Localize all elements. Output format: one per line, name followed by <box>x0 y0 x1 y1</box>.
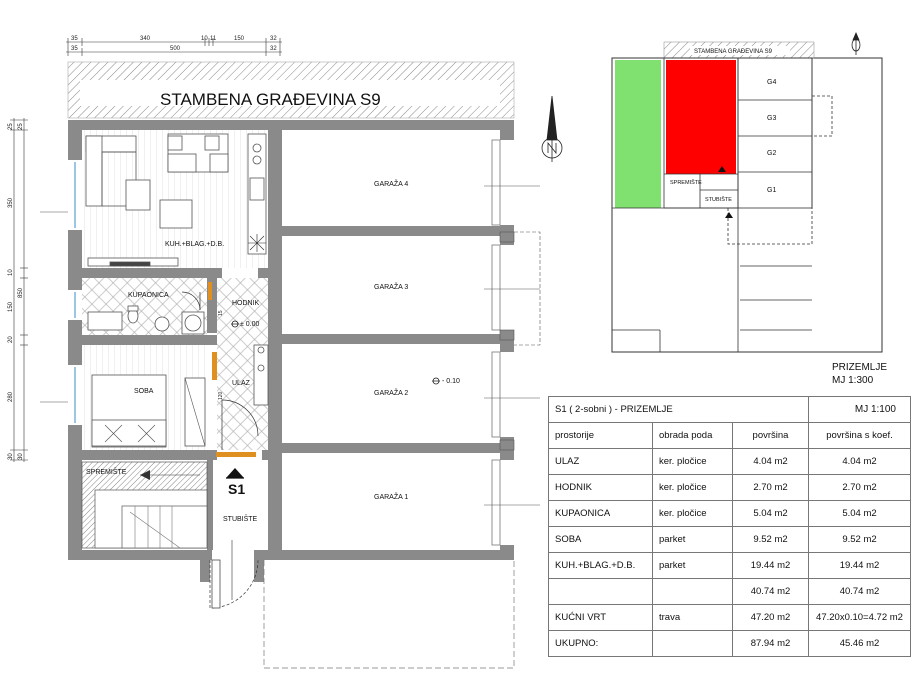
dim-left-850: 850 <box>18 287 24 298</box>
cell-room: KUH.+BLAG.+D.B. <box>549 553 653 579</box>
dim-left-25b: 25 <box>18 123 24 130</box>
cell-floor <box>653 631 733 657</box>
table-row <box>549 475 911 501</box>
cell-room: HODNIK <box>549 475 653 501</box>
cell-area-coef: 2.70 m2 <box>809 475 911 501</box>
north-arrow-icon <box>542 96 562 162</box>
header-prostorije: prostorije <box>549 423 653 449</box>
label-garage-4: GARAŽA 4 <box>374 181 409 188</box>
dim-top-10: 10 <box>201 36 208 42</box>
cell-floor <box>653 579 733 605</box>
dim-left-150: 150 <box>8 301 14 312</box>
dim-top-35b: 35 <box>71 46 78 52</box>
dim-top-150: 150 <box>234 36 245 42</box>
dim-left-30a: 30 <box>8 453 14 460</box>
area-table-container <box>548 396 910 657</box>
dim-left-30b: 30 <box>18 453 24 460</box>
cell-area: 9.52 m2 <box>733 527 809 553</box>
cell-room: KUĆNI VRT <box>549 605 653 631</box>
cell-floor: parket <box>653 553 733 579</box>
area-table-title: S1 ( 2-sobni ) - PRIZEMLJE <box>549 397 809 423</box>
dim-top-500: 500 <box>170 46 181 52</box>
dim-left-10: 10 <box>8 269 14 276</box>
table-row <box>549 501 911 527</box>
cell-area-coef: 45.46 m2 <box>809 631 911 657</box>
building-title: STAMBENA GRAĐEVINA S9 <box>160 90 381 109</box>
label-hallway: HODNIK <box>232 300 260 307</box>
keyplan-storage: SPREMIŠTE <box>670 180 702 186</box>
area-table-scale: MJ 1:100 <box>809 397 911 423</box>
cell-area: 40.74 m2 <box>733 579 809 605</box>
label-garage-3: GARAŽA 3 <box>374 284 409 291</box>
table-row <box>549 553 911 579</box>
cell-room: UKUPNO: <box>549 631 653 657</box>
label-stairs: STUBIŠTE <box>223 516 258 523</box>
table-row <box>549 579 911 605</box>
label-garage-1: GARAŽA 1 <box>374 494 409 501</box>
dim-hodnik: 15 <box>218 310 224 316</box>
key-plan <box>612 33 887 386</box>
cell-floor: ker. pločice <box>653 449 733 475</box>
keyplan-garden <box>615 60 661 208</box>
cell-room: KUPAONICA <box>549 501 653 527</box>
dim-left-25a: 25 <box>8 123 14 130</box>
cell-floor: ker. pločice <box>653 501 733 527</box>
cell-area-coef: 5.04 m2 <box>809 501 911 527</box>
cell-room: SOBA <box>549 527 653 553</box>
level-main: ± 0.00 <box>240 321 260 328</box>
dim-top-32a: 32 <box>270 36 277 42</box>
cell-floor: parket <box>653 527 733 553</box>
cell-area: 5.04 m2 <box>733 501 809 527</box>
keyplan-caption-2: MJ 1:300 <box>832 375 874 386</box>
cell-area: 87.94 m2 <box>733 631 809 657</box>
cell-area-coef: 19.44 m2 <box>809 553 911 579</box>
dim-left-350: 350 <box>8 197 14 208</box>
area-table <box>548 396 911 657</box>
keyplan-unit-g1: G1 <box>767 187 777 194</box>
area-table-title-row <box>549 397 911 423</box>
dim-ulaz: 120 <box>218 391 224 400</box>
cell-area: 4.04 m2 <box>733 449 809 475</box>
keyplan-unit-g2: G2 <box>767 150 777 157</box>
keyplan-north-icon <box>852 33 860 55</box>
label-garage-2: GARAŽA 2 <box>374 390 409 397</box>
header-obrada: obrada poda <box>653 423 733 449</box>
cell-room <box>549 579 653 605</box>
table-row <box>549 631 911 657</box>
label-bedroom: SOBA <box>134 388 154 395</box>
cell-area-coef: 40.74 m2 <box>809 579 911 605</box>
cell-area: 19.44 m2 <box>733 553 809 579</box>
header-povrsina: površina <box>733 423 809 449</box>
keyplan-unit-g3: G3 <box>767 115 777 122</box>
table-row <box>549 605 911 631</box>
dim-left-280: 280 <box>8 391 14 402</box>
keyplan-unit-g4: G4 <box>767 79 777 86</box>
cell-floor: ker. pločice <box>653 475 733 501</box>
label-storage: SPREMIŠTE <box>86 469 127 476</box>
keyplan-building-label: STAMBENA GRAĐEVINA S9 <box>694 49 772 55</box>
cell-area-coef: 47.20x0.10=4.72 m2 <box>809 605 911 631</box>
level-garage: - 0.10 <box>442 378 460 385</box>
table-row <box>549 527 911 553</box>
dim-top-340: 340 <box>140 36 151 42</box>
cell-floor: trava <box>653 605 733 631</box>
keyplan-stairs: STUBIŠTE <box>705 197 732 203</box>
cell-room: ULAZ <box>549 449 653 475</box>
label-kitchen: KUH.+BLAG.+D.B. <box>165 241 225 248</box>
cell-area: 2.70 m2 <box>733 475 809 501</box>
keyplan-apartment <box>666 60 736 174</box>
cell-area-coef: 4.04 m2 <box>809 449 911 475</box>
dim-top-11: 11 <box>210 36 217 42</box>
area-table-header <box>549 423 911 449</box>
section-mark: S1 <box>228 481 246 497</box>
cell-area: 47.20 m2 <box>733 605 809 631</box>
dim-top-32b: 32 <box>270 46 277 52</box>
label-entrance: ULAZ <box>232 380 250 387</box>
keyplan-caption-1: PRIZEMLJE <box>832 362 888 373</box>
dim-top-35a: 35 <box>71 36 78 42</box>
header-povrsina-koef: površina s koef. <box>809 423 911 449</box>
label-bathroom: KUPAONICA <box>128 292 169 299</box>
dim-left-20: 20 <box>8 336 14 343</box>
cell-area-coef: 9.52 m2 <box>809 527 911 553</box>
table-row <box>549 449 911 475</box>
